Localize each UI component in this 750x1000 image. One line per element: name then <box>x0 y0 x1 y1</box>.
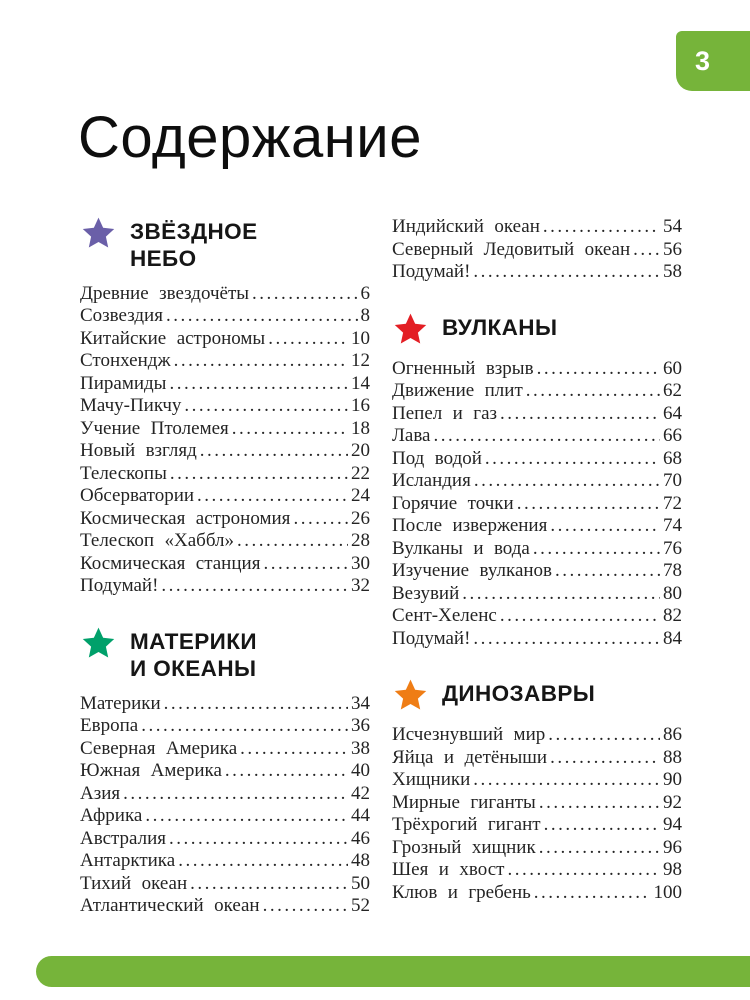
toc-entry-label: Северная Америка <box>80 737 238 759</box>
dot-leader <box>485 448 660 471</box>
page-number-tab <box>676 31 750 91</box>
toc-entry-page: 26 <box>351 507 370 529</box>
toc-entry <box>392 358 682 381</box>
toc-column-left <box>80 216 370 918</box>
toc-entry-page: 80 <box>663 582 682 604</box>
section-title-line: МАТЕРИКИ <box>130 628 257 654</box>
toc-entry-page: 64 <box>663 402 682 424</box>
toc-entry-label: Лава <box>392 425 431 446</box>
toc-entry-label: Мирные гиганты <box>392 791 536 813</box>
dot-leader <box>263 553 348 576</box>
dot-leader <box>268 328 348 351</box>
toc-entry-label: Материки <box>80 692 161 714</box>
toc-entry-label: Движение плит <box>392 380 523 401</box>
dot-leader <box>174 350 348 373</box>
dot-leader <box>197 485 348 508</box>
toc-entry <box>80 693 370 716</box>
toc-entry-label: Космическая станция <box>80 552 261 574</box>
toc-entry-label: Северный Ледовитый океан <box>392 238 631 260</box>
dot-leader <box>500 403 660 426</box>
toc-entry-page: 90 <box>663 769 682 790</box>
toc-entry <box>392 261 682 284</box>
dot-leader <box>169 373 348 396</box>
toc-entry-page: 14 <box>351 372 370 394</box>
dot-leader <box>225 760 348 783</box>
toc-entry-page: 62 <box>663 380 682 401</box>
toc-entry-page: 100 <box>653 881 682 903</box>
toc-entry-label: Горячие точки <box>392 492 514 514</box>
toc-entry <box>392 515 682 538</box>
toc-entry <box>392 724 682 747</box>
toc-entry <box>80 530 370 553</box>
toc-entry <box>80 373 370 396</box>
toc-entry <box>80 873 370 896</box>
toc-entry-label: Исландия <box>392 470 471 491</box>
footer-bar <box>36 956 750 987</box>
toc-entry <box>80 575 370 598</box>
toc-entry-page: 78 <box>663 560 682 581</box>
toc-entry-label: Космическая астрономия <box>80 507 291 529</box>
dot-leader <box>555 560 660 583</box>
toc-entry-label: Шея и хвост <box>392 859 505 880</box>
toc-entry-label: Подумай! <box>392 627 471 649</box>
page-title: Содержание <box>78 105 422 170</box>
toc-entry-page: 22 <box>351 462 370 484</box>
toc-entry-page: 34 <box>351 692 370 714</box>
toc-entry-label: Австралия <box>80 827 167 849</box>
toc-entry-label: Индийский океан <box>392 216 540 237</box>
dot-leader <box>184 395 348 418</box>
dot-leader <box>141 715 348 738</box>
toc-entry-label: Трёхрогий гигант <box>392 814 541 835</box>
toc-entry <box>80 738 370 761</box>
toc-entry-page: 24 <box>351 485 370 507</box>
toc-entry <box>392 380 682 403</box>
toc-entry <box>80 508 370 531</box>
dot-leader <box>526 380 660 403</box>
toc-entry <box>392 403 682 426</box>
toc-entry-label: Европа <box>80 715 139 737</box>
dot-leader <box>539 837 660 860</box>
dot-leader <box>263 895 348 918</box>
dot-leader <box>169 828 348 851</box>
toc-entry-page: 58 <box>663 261 682 282</box>
toc-entry-page: 16 <box>351 395 370 417</box>
toc-entry-page: 68 <box>663 447 682 469</box>
section-title <box>130 628 257 683</box>
toc-entry-label: Подумай! <box>80 575 159 597</box>
toc-entry-label: Исчезнувший мир <box>392 724 546 745</box>
toc-entry <box>392 239 682 262</box>
toc-entry <box>80 485 370 508</box>
toc-entry-page: 82 <box>663 605 682 626</box>
toc-entry-page: 30 <box>351 552 370 574</box>
section-title-line: ДИНОЗАВРЫ <box>442 681 596 706</box>
dot-leader <box>473 261 660 284</box>
toc-entry-label: Мачу-Пикчу <box>80 395 182 417</box>
toc-entry-label: Южная Америка <box>80 760 222 782</box>
dot-leader <box>543 216 660 239</box>
toc-entry-label: Телескопы <box>80 462 167 484</box>
toc-entry <box>80 805 370 828</box>
dot-leader <box>232 418 348 441</box>
dot-leader <box>544 814 660 837</box>
toc-entry-label: Вулканы и вода <box>392 537 530 559</box>
toc-entry-page: 8 <box>360 305 370 327</box>
toc-columns <box>80 216 682 918</box>
toc-entry-page: 42 <box>351 782 370 804</box>
dot-leader <box>170 463 348 486</box>
dot-leader <box>164 693 348 716</box>
dot-leader <box>550 747 660 770</box>
toc-entry <box>392 882 682 905</box>
dot-leader <box>161 575 348 598</box>
toc-entry-page: 6 <box>360 282 370 304</box>
dot-leader <box>462 583 660 606</box>
toc-entry-label: Сент-Хеленс <box>392 605 497 626</box>
toc-entry <box>392 560 682 583</box>
toc-entry-label: Китайские астрономы <box>80 327 266 349</box>
toc-entry-page: 52 <box>351 895 370 917</box>
toc-entry-label: Обсерватории <box>80 485 195 507</box>
dot-leader <box>548 724 660 747</box>
toc-entry-label: Антарктика <box>80 850 176 872</box>
toc-entry <box>392 859 682 882</box>
toc-entry-label: Пирамиды <box>80 372 167 394</box>
toc-entry <box>392 583 682 606</box>
toc-entry <box>80 463 370 486</box>
toc-entry-page: 28 <box>351 530 370 552</box>
toc-entry-page: 76 <box>663 537 682 559</box>
toc-entry-label: Тихий океан <box>80 872 188 894</box>
toc-entry-page: 50 <box>351 872 370 894</box>
toc-entry-label: Пепел и газ <box>392 402 498 424</box>
section-title <box>442 314 557 341</box>
dot-leader <box>123 783 348 806</box>
toc-entry <box>80 553 370 576</box>
toc-entry-label: Клюв и гребень <box>392 881 531 903</box>
toc-entry-page: 72 <box>663 492 682 514</box>
toc-entry-label: Азия <box>80 782 121 804</box>
toc-entry-label: Стонхендж <box>80 350 171 372</box>
dot-leader <box>252 283 357 306</box>
toc-column-right <box>392 216 682 918</box>
toc-entry-page: 40 <box>351 760 370 782</box>
toc-entry <box>80 395 370 418</box>
toc-entry-page: 46 <box>351 827 370 849</box>
page-number: 3 <box>695 45 711 76</box>
toc-entry-label: Учение Птолемея <box>80 417 229 439</box>
toc-entry <box>392 837 682 860</box>
toc-entry <box>80 328 370 351</box>
toc-entry-label: После извержения <box>392 515 548 536</box>
toc-entry <box>80 828 370 851</box>
toc-entry <box>80 783 370 806</box>
dot-leader <box>473 628 660 651</box>
toc-entry-page: 36 <box>351 715 370 737</box>
section-title-line: ЗВЁЗДНОЕ <box>130 219 258 244</box>
toc-entry-page: 92 <box>663 791 682 813</box>
toc-entry-page: 86 <box>663 724 682 745</box>
dot-leader <box>474 470 660 493</box>
toc-entry-label: Атлантический океан <box>80 895 260 917</box>
toc-entry-page: 84 <box>663 627 682 649</box>
section-header <box>80 628 370 683</box>
toc-entry-label: Телескоп «Хаббл» <box>80 530 235 552</box>
star-icon <box>392 677 429 714</box>
toc-entry <box>392 470 682 493</box>
dot-leader <box>190 873 348 896</box>
dot-leader <box>633 239 660 262</box>
star-icon <box>392 311 429 348</box>
toc-entry-page: 60 <box>663 357 682 379</box>
toc-entry-page: 38 <box>351 737 370 759</box>
toc-entry <box>392 769 682 792</box>
toc-entry-page: 48 <box>351 850 370 872</box>
toc-entry-label: Подумай! <box>392 261 471 282</box>
section-title <box>442 680 595 707</box>
section-header <box>392 680 682 714</box>
toc-entry <box>80 850 370 873</box>
dot-leader <box>507 859 660 882</box>
toc-entry-page: 12 <box>351 350 370 372</box>
star-icon <box>80 215 117 252</box>
toc-entry-page: 44 <box>351 805 370 827</box>
section-title-line: И ОКЕАНЫ <box>130 656 257 682</box>
toc-entry-page: 54 <box>663 216 682 237</box>
dot-leader <box>145 805 348 828</box>
section-header <box>392 314 682 348</box>
toc-entry <box>392 538 682 561</box>
dot-leader <box>517 493 660 516</box>
star-icon <box>80 625 117 662</box>
toc-entry-label: Изучение вулканов <box>392 560 553 581</box>
toc-entry <box>392 814 682 837</box>
toc-entry-label: Африка <box>80 805 143 827</box>
toc-entry-label: Грозный хищник <box>392 836 536 858</box>
toc-entry <box>80 305 370 328</box>
toc-entry <box>392 792 682 815</box>
toc-entry-label: Огненный взрыв <box>392 357 534 379</box>
toc-entry <box>80 418 370 441</box>
section-title <box>130 218 257 273</box>
toc-entry-page: 94 <box>663 814 682 835</box>
toc-entry-label: Под водой <box>392 447 482 469</box>
toc-entry <box>392 493 682 516</box>
toc-entry-page: 56 <box>663 238 682 260</box>
toc-entry <box>392 628 682 651</box>
toc-entry <box>392 747 682 770</box>
toc-entry-page: 96 <box>663 836 682 858</box>
toc-entry-page: 18 <box>351 417 370 439</box>
toc-entry <box>80 350 370 373</box>
toc-entry-label: Хищники <box>392 769 471 790</box>
dot-leader <box>166 305 358 328</box>
toc-entry-page: 70 <box>663 470 682 491</box>
section-title-line: ВУЛКАНЫ <box>442 314 558 340</box>
toc-entry-label: Новый взгляд <box>80 440 197 462</box>
dot-leader <box>293 508 348 531</box>
toc-entry <box>392 216 682 239</box>
toc-entry-page: 88 <box>663 746 682 768</box>
section-title-line: НЕБО <box>130 246 197 272</box>
toc-entry-label: Древние звездочёты <box>80 282 250 304</box>
toc-entry-page: 98 <box>663 859 682 880</box>
dot-leader <box>240 738 348 761</box>
toc-entry <box>392 605 682 628</box>
toc-entry-page: 20 <box>351 440 370 462</box>
dot-leader <box>500 605 660 628</box>
dot-leader <box>178 850 348 873</box>
section-header <box>80 218 370 273</box>
toc-entry-page: 74 <box>663 515 682 536</box>
toc-entry-label: Созвездия <box>80 305 163 327</box>
toc-entry-label: Яйца и детёныши <box>392 746 548 768</box>
dot-leader <box>433 425 660 448</box>
dot-leader <box>550 515 660 538</box>
toc-entry <box>392 448 682 471</box>
toc-entry <box>80 760 370 783</box>
dot-leader <box>200 440 348 463</box>
toc-entry-label: Везувий <box>392 582 460 604</box>
toc-entry <box>80 283 370 306</box>
dot-leader <box>534 882 651 905</box>
dot-leader <box>237 530 348 553</box>
dot-leader <box>473 769 660 792</box>
toc-entry <box>80 440 370 463</box>
toc-entry <box>80 895 370 918</box>
dot-leader <box>539 792 660 815</box>
toc-entry-page: 66 <box>663 425 682 446</box>
toc-entry-page: 32 <box>351 575 370 597</box>
dot-leader <box>533 538 660 561</box>
toc-entry <box>80 715 370 738</box>
toc-entry-page: 10 <box>351 327 370 349</box>
toc-entry <box>392 425 682 448</box>
dot-leader <box>537 358 660 381</box>
